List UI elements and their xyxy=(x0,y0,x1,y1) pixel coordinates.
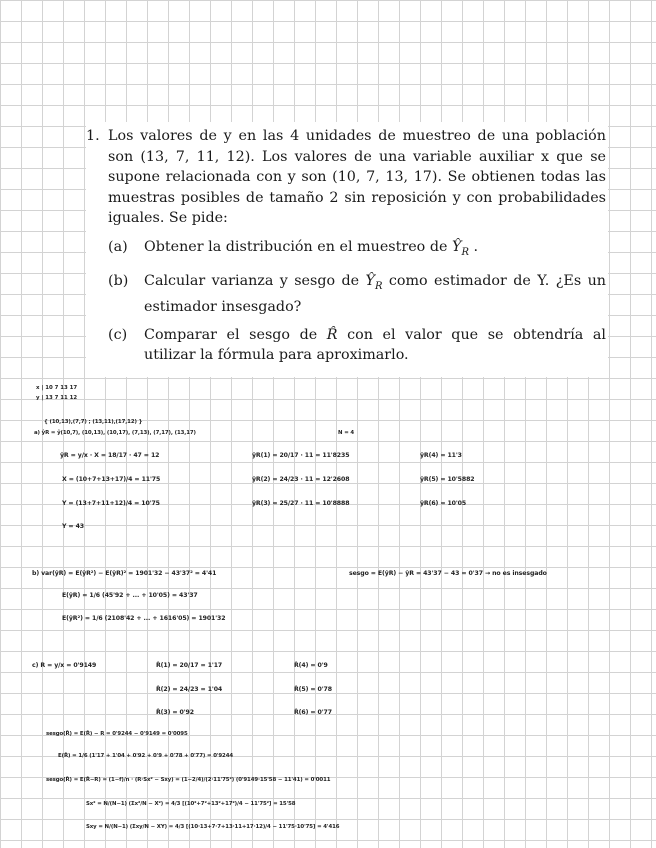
part-label: (b) xyxy=(108,272,129,289)
note-c-r3: R̂(3) = 0'92 xyxy=(156,709,194,716)
note-c-sesgo-exact: sesgo(R̂) = E(R̂) − R = 0'9244 − 0'9149 = 0'0095 xyxy=(46,731,188,737)
note-y-total: Y = 43 xyxy=(62,523,84,530)
problem-parts xyxy=(108,237,606,365)
note-c-r2: R̂(2) = 24/23 = 1'04 xyxy=(156,686,223,693)
problem-intro xyxy=(86,126,606,229)
note-b-expectation: E(ŷR) = 1/6 (45'92 + ... + 10'05) = 43'37 xyxy=(62,592,198,599)
xy-table xyxy=(36,384,110,404)
part-text-before: Calcular varianza y sesgo de xyxy=(144,272,366,289)
note-c-sxy: Sxy = N/(N−1) (Σxy/N − XY) = 4/3 [(10·13+7·7+13·11+17·12)/4 − 11'75·10'75] = 4'416 xyxy=(86,824,340,830)
note-c-r: c) R = y/x = 0'9149 xyxy=(32,662,97,669)
part-text-before: Obtener la distribución en el muestreo de xyxy=(144,238,452,255)
note-c-sx2: Sx² = N/(N−1) (Σx²/N − X²) = 4/3 [(10²+7²+13²+17²)/4 − 11'75²] = 15'58 xyxy=(86,801,296,807)
note-yr-5: ŷR(5) = 10'5882 xyxy=(420,476,475,483)
symbol-glyph: Ŷ xyxy=(365,272,375,289)
problem-statement xyxy=(86,122,608,377)
note-yr-6: ŷR(6) = 10'05 xyxy=(420,500,467,507)
y-hat-symbol xyxy=(452,237,461,257)
part-text-after: con el valor que se obtendría al utilizar la fórmula para aproximarlo. xyxy=(144,326,606,363)
symbol-subscript: R xyxy=(461,246,469,258)
note-b-var: b) var(ŷR) = E(ŷR²) − E(ŷR)² = 1901'32 − 43'37² = 4'41 xyxy=(32,570,217,577)
note-yr-1: ŷR(1) = 20/17 · 11 = 11'8235 xyxy=(252,452,350,459)
note-a-n: N = 4 xyxy=(338,430,355,436)
problem-part-b xyxy=(108,271,606,317)
note-yr-4: ŷR(4) = 11'3 xyxy=(420,452,462,459)
problem-number: 1. xyxy=(86,128,100,144)
part-text xyxy=(144,237,606,263)
part-label: (c) xyxy=(108,326,128,343)
problem-part-c xyxy=(108,325,606,365)
part-text xyxy=(144,325,606,365)
problem-part-a xyxy=(108,237,606,263)
problem-intro-text: Los valores de y en las 4 unidades de muestreo de una población son (13, 7, 11, 12). Los valores de una variable auxiliar x que se supone relacionada con y son (10, 7, 13, 17). Se obtienen todas las muestras posibles de tamaño 2 sin reposición y con probabilidades iguales. Se pide: xyxy=(108,128,606,227)
note-x-bar: X = (10+7+13+17)/4 = 11'75 xyxy=(62,476,161,483)
table-row-x: x | 10 7 13 17 xyxy=(36,385,78,391)
note-samples-top: { (10,13),(7,7) ; (13,11),(17,12) } xyxy=(44,419,143,425)
note-yr-def: ŷR = y/x · X = 18/17 · 47 = 12 xyxy=(60,452,160,459)
note-c-sesgo-approx: sesgo(R̂) = E(R̂−R) = (1−f)/n · (R·Sx² − Sxy) = (1−2/4)/(2·11'75²) (0'9149·15'58 − 11'41) = 0'0011 xyxy=(46,777,331,783)
symbol-glyph: Ŷ xyxy=(451,238,462,255)
part-text xyxy=(144,271,606,317)
table-row-y: y | 13 7 11 12 xyxy=(36,395,78,401)
handwritten-notes xyxy=(0,375,656,848)
symbol-subscript: R xyxy=(374,280,383,292)
note-yr-3: ŷR(3) = 25/27 · 11 = 10'8888 xyxy=(252,500,350,507)
note-b-expectation-squared: E(ŷR²) = 1/6 (2108'42 + ... + 1616'05) = 1901'32 xyxy=(62,615,226,622)
part-text-after: como estimador de Y. ¿Es un estimador insesgado? xyxy=(144,272,606,315)
r-hat-symbol xyxy=(327,325,338,345)
note-c-r6: R̂(6) = 0'77 xyxy=(294,709,332,716)
note-yr-2: ŷR(2) = 24/23 · 11 = 12'2608 xyxy=(252,476,350,483)
note-a-line: a) ŷR = ŷ(10,7), (10,13), (10,17), (7,13), (7,17), (13,17) xyxy=(34,430,196,436)
part-text-before: Comparar el sesgo de xyxy=(144,326,327,343)
symbol-glyph: R̂ xyxy=(326,326,338,343)
note-c-r5: R̂(5) = 0'78 xyxy=(294,686,332,693)
note-c-expectation: E(R̂) = 1/6 (1'17 + 1'04 + 0'92 + 0'9 + 0'78 + 0'77) = 0'9244 xyxy=(58,753,233,759)
part-text-after: . xyxy=(468,238,479,255)
note-b-sesgo: sesgo = E(ŷR) − ŷR = 43'37 − 43 = 0'37 → no es insesgado xyxy=(349,570,547,577)
note-c-r1: R̂(1) = 20/17 = 1'17 xyxy=(156,662,223,669)
part-label: (a) xyxy=(108,238,128,255)
y-hat-symbol xyxy=(366,271,375,291)
note-y-bar: Y = (13+7+11+12)/4 = 10'75 xyxy=(62,500,160,507)
note-c-r4: R̂(4) = 0'9 xyxy=(294,662,328,669)
